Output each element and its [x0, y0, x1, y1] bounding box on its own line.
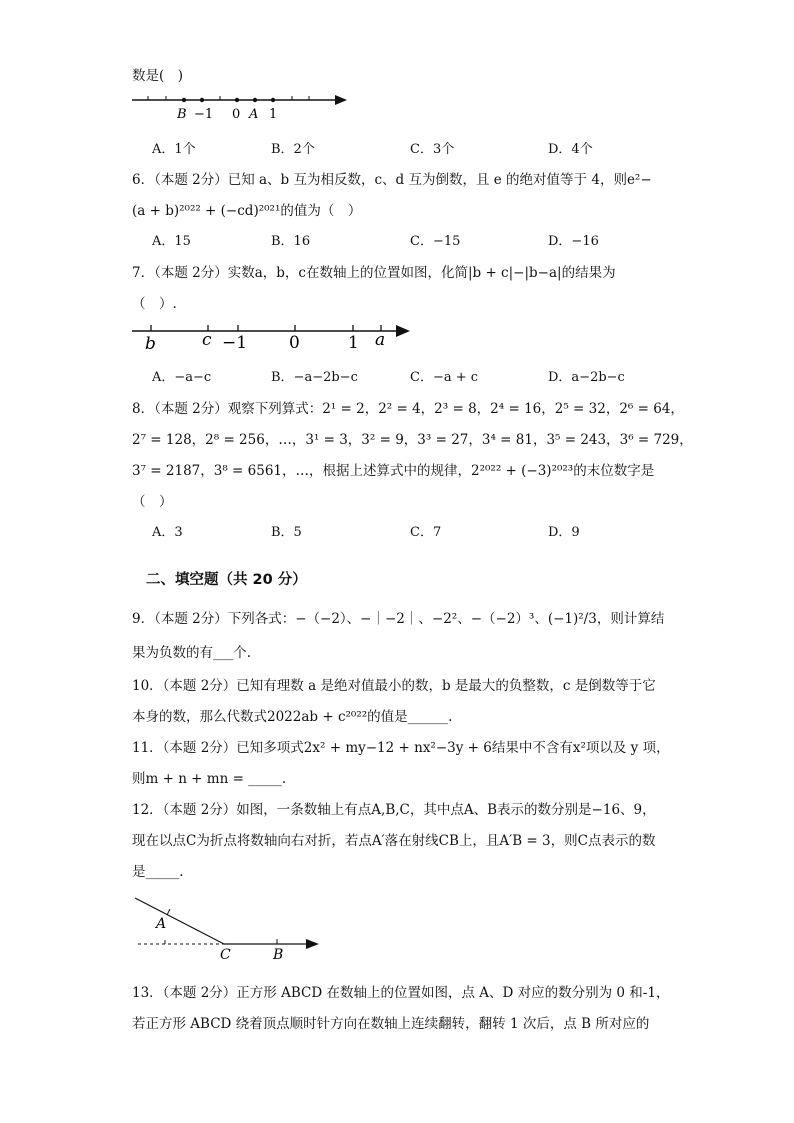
q5-tail: 数是( )	[132, 68, 184, 84]
q7-line1: 7．（本题 2分）实数a，b，c在数轴上的位置如图，化简|b + c|−|b−a|的结果为	[132, 265, 616, 281]
q12-label-C: C	[220, 947, 231, 963]
q13-line2: 若正方形 ABCD 绕着顶点顺时针方向在数轴上连续翻转，翻转 1 次后，点 B 所对应的	[132, 1016, 650, 1032]
q10-line2: 本身的数，那么代数式2022ab + c²⁰²²的值是______.	[132, 709, 453, 725]
q12-line1: 12．（本题 2分）如图，一条数轴上有点A,B,C，其中点A、B表示的数分别是−16、9，	[132, 802, 656, 818]
q8-option-c[interactable]: C．7	[410, 525, 442, 540]
q5-label-neg1: −1	[194, 107, 214, 122]
q7-line2: （ ）.	[132, 296, 177, 312]
q7-label-b: b	[145, 334, 156, 354]
q7-label-a: a	[375, 330, 386, 350]
q11-line2: 则m + n + mn = _____.	[132, 771, 287, 787]
q12-line3: 是_____.	[132, 864, 184, 880]
q7-label-c: c	[202, 330, 212, 350]
q7-label-neg1: −1	[222, 333, 248, 353]
q8-line1: 8．（本题 2分）观察下列算式：2¹ = 2，2² = 4，2³ = 8，2⁴ = 16，2⁵ = 32，2⁶ = 64，	[132, 401, 684, 417]
q5-option-c[interactable]: C．3个	[410, 142, 455, 157]
q8-line4: （ ）	[132, 494, 173, 510]
q12-label-B: B	[273, 947, 284, 963]
q7-label-0: 0	[289, 333, 300, 353]
q12-label-A: A	[156, 916, 167, 932]
q8-option-d[interactable]: D．9	[548, 525, 580, 540]
q12-fold-diagram	[130, 893, 330, 965]
q9-line1: 9．（本题 2分）下列各式：−（−2）、−｜−2｜、−2²、−（−2）³、(−1)²/3，则计算结	[132, 611, 665, 627]
q9-line2: 果为负数的有___个.	[132, 645, 252, 661]
section-heading-fill-in: 二、填空题（共 20 分）	[146, 572, 307, 588]
q10-line1: 10．（本题 2分）已知有理数 a 是绝对值最小的数，b 是最大的负整数，c 是倒数等于它	[132, 678, 656, 694]
q6-line1: 6．（本题 2分）已知 a、b 互为相反数，c、d 互为倒数，且 e 的绝对值等于 4，则e²−	[132, 172, 652, 188]
q6-option-a[interactable]: A．15	[152, 234, 191, 249]
q5-option-b[interactable]: B．2个	[271, 142, 315, 157]
q5-label-0: 0	[232, 107, 241, 122]
q7-option-d[interactable]: D．a−2b−c	[548, 370, 625, 385]
q7-number-line	[125, 320, 425, 354]
q7-option-a[interactable]: A．−a−c	[152, 370, 212, 385]
q6-option-b[interactable]: B．16	[271, 234, 311, 249]
q5-number-line	[125, 88, 365, 124]
q8-line2: 2⁷ = 128，2⁸ = 256，…，3¹ = 3，3² = 9，3³ = 27，3⁴ = 81，3⁵ = 243，3⁶ = 729，	[132, 432, 693, 448]
q6-line2: (a + b)²⁰²² + (−cd)²⁰²¹的值为（ ）	[132, 203, 362, 219]
q13-line1: 13．（本题 2分）正方形 ABCD 在数轴上的位置如图，点 A、D 对应的数分别为 0 和-1，	[132, 985, 670, 1001]
q8-line3: 3⁷ = 2187，3⁸ = 6561，…，根据上述算式中的规律，2²⁰²² + (−3)²⁰²³的末位数字是	[132, 463, 655, 479]
q11-line1: 11．（本题 2分）已知多项式2x² + my−12 + nx²−3y + 6结果中不含有x²项以及 y 项，	[132, 740, 670, 756]
q5-option-d[interactable]: D．4个	[548, 142, 593, 157]
q6-option-c[interactable]: C．−15	[410, 234, 461, 249]
q8-option-b[interactable]: B．5	[271, 525, 302, 540]
q7-label-1: 1	[348, 333, 359, 353]
q7-option-b[interactable]: B．−a−2b−c	[271, 370, 358, 385]
q5-label-1: 1	[269, 107, 278, 122]
q8-option-a[interactable]: A．3	[152, 525, 183, 540]
q6-option-d[interactable]: D．−16	[548, 234, 599, 249]
q7-option-c[interactable]: C．−a + c	[410, 370, 479, 385]
q12-line2: 现在以点C为折点将数轴向右对折，若点A′落在射线CB上，且A′B = 3，则C点表示的数	[132, 833, 656, 849]
q5-label-A: A	[249, 107, 259, 122]
q5-option-a[interactable]: A．1个	[152, 142, 196, 157]
q5-label-B: B	[177, 107, 187, 122]
